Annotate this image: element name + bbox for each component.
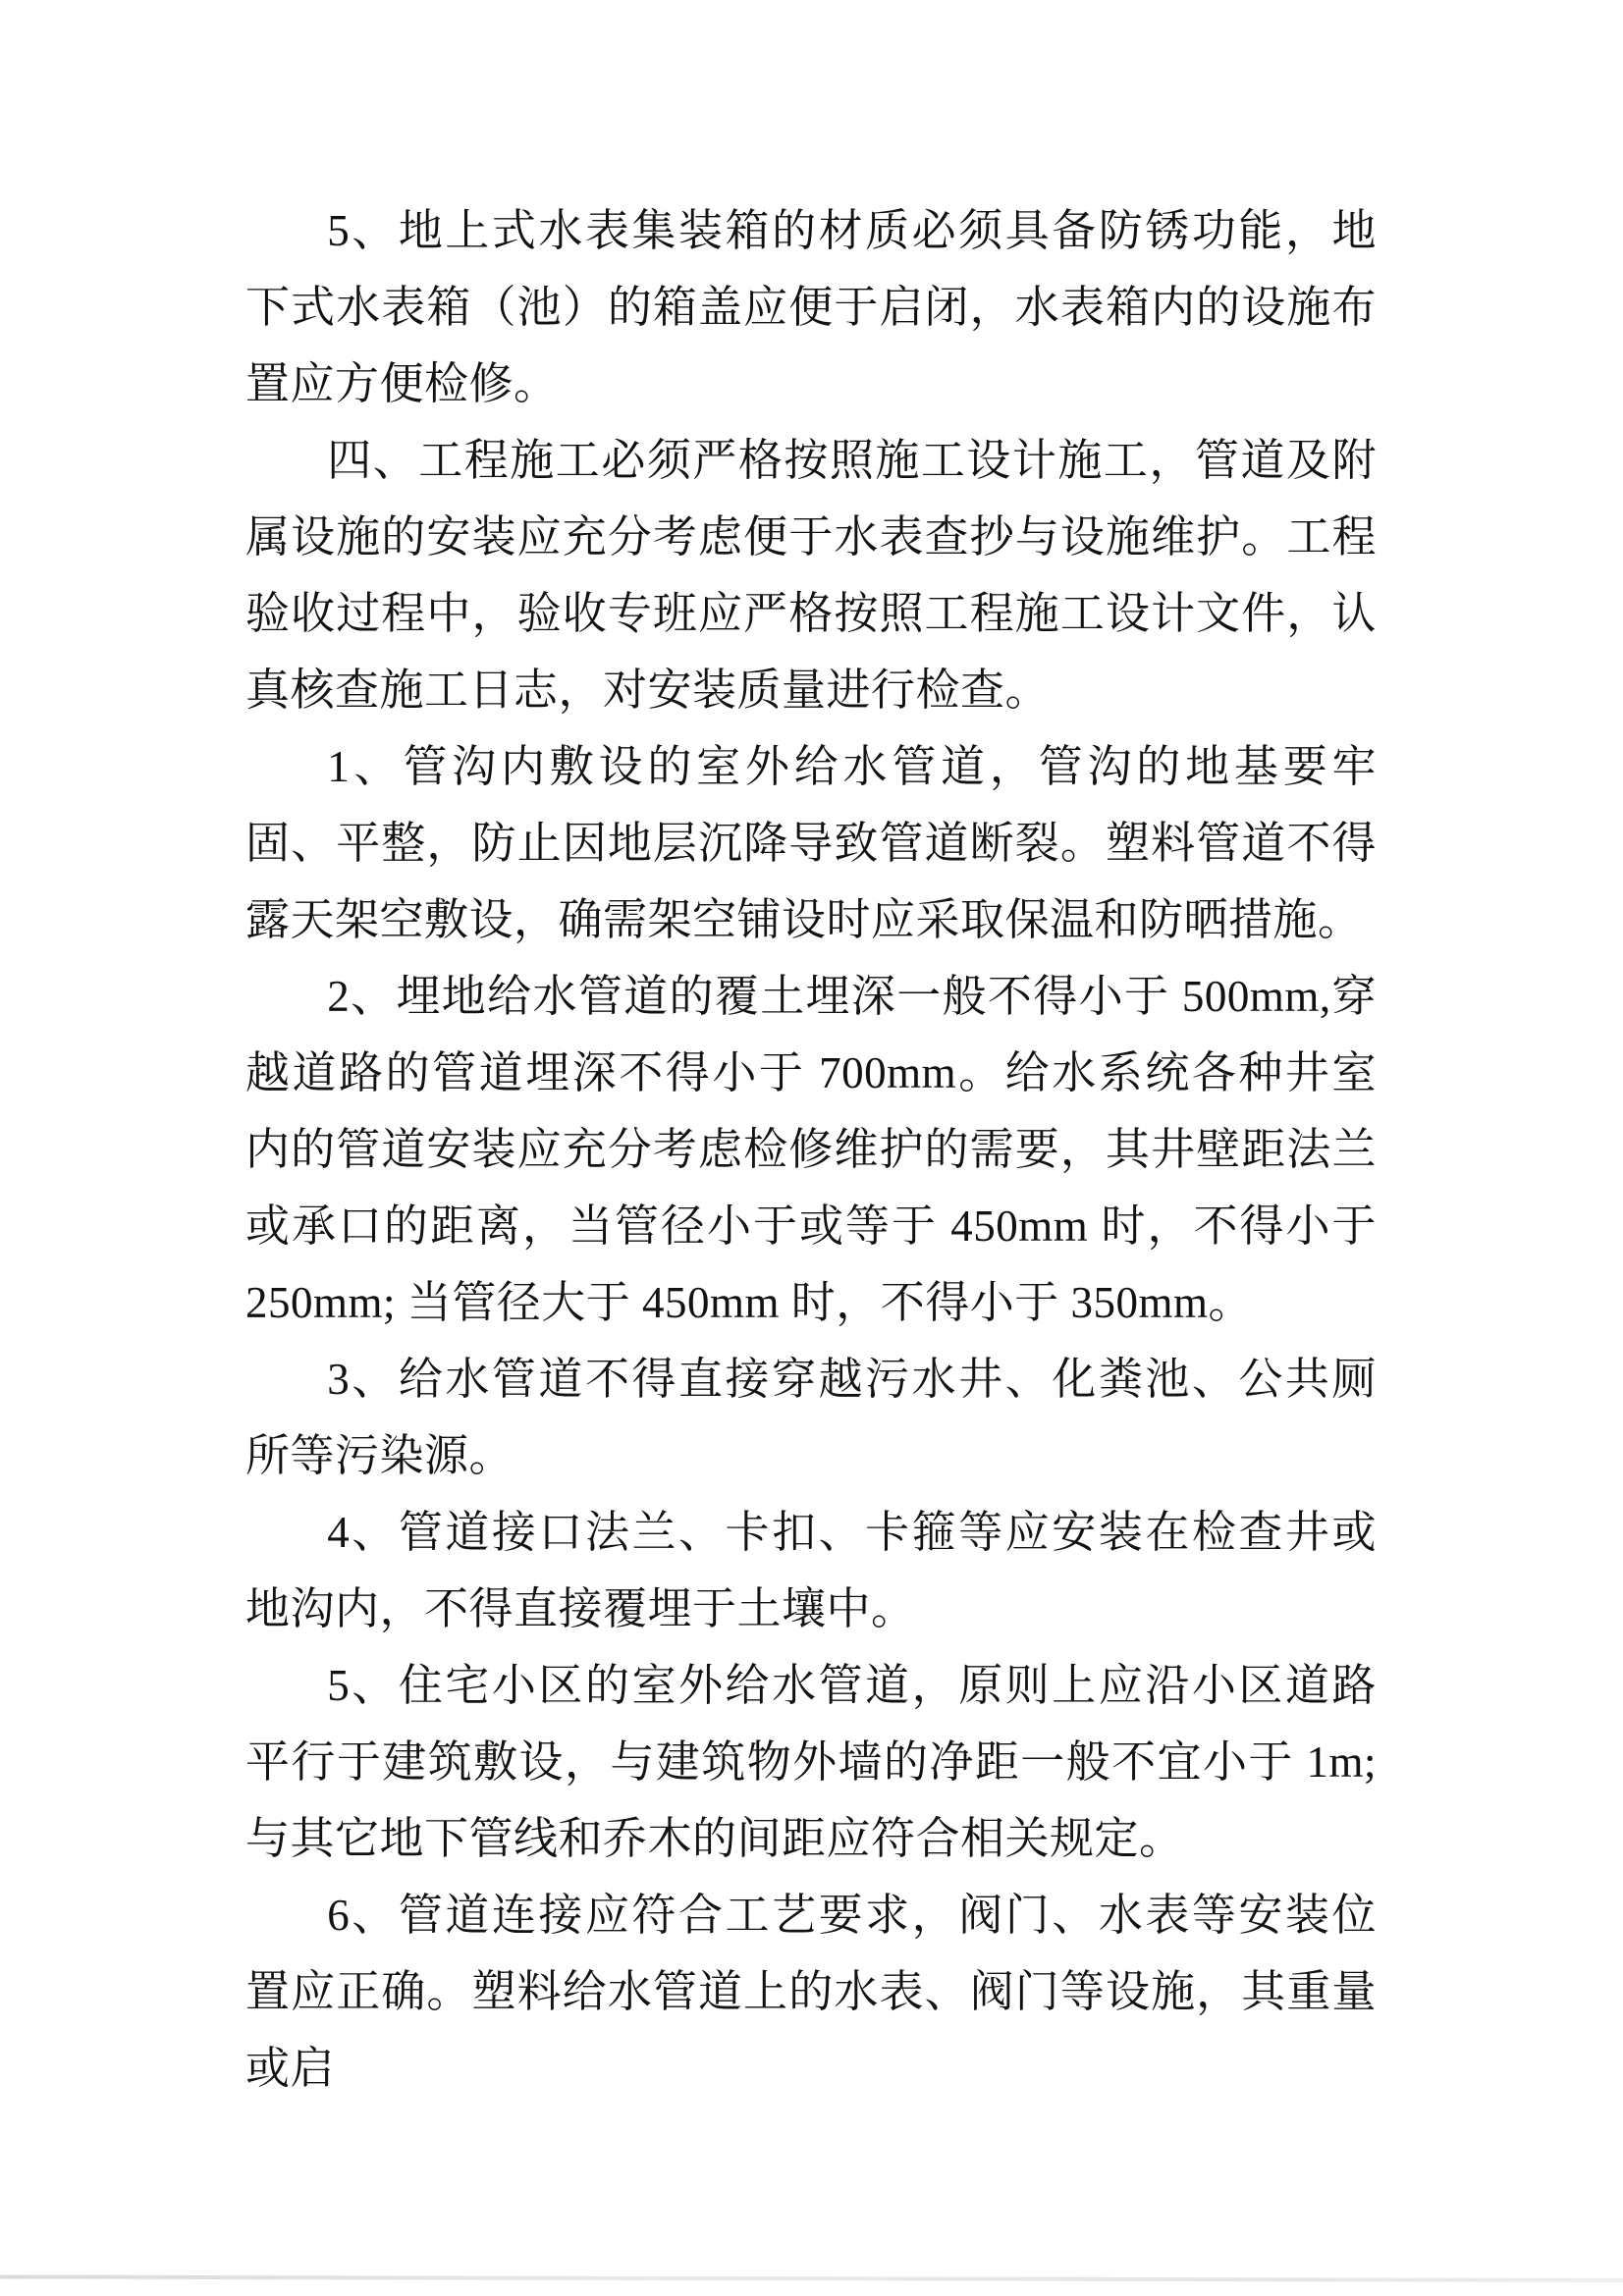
page-bottom-scan-edge xyxy=(0,2275,1623,2282)
paragraph-item-5-residential-pipes: 5、住宅小区的室外给水管道，原则上应沿小区道路平行于建筑敷设，与建筑物外墙的净距一般不宜小于 1m; 与其它地下管线和乔木的间距应符合相关规定。 xyxy=(245,1661,1377,1863)
paragraph-item-1-pipe-trench: 1、管沟内敷设的室外给水管道，管沟的地基要牢固、平整，防止因地层沉降导致管道断裂。塑料管道不得露天架空敷设，确需架空铺设时应采取保温和防晒措施。 xyxy=(245,742,1377,944)
paragraph-water-meter-box-rust: 5、地上式水表集装箱的材质必须具备防锈功能，地下式水表箱（池）的箱盖应便于启闭，水表箱内的设施布置应方便检修。 xyxy=(245,206,1377,408)
paragraph-item-4-pipe-joints: 4、管道接口法兰、卡扣、卡箍等应安装在检查井或地沟内，不得直接覆埋于土壤中。 xyxy=(245,1508,1377,1633)
document-body xyxy=(245,192,1377,2107)
paragraph-section-4-construction: 四、工程施工必须严格按照施工设计施工，管道及附属设施的安装应充分考虑便于水表查抄与设施维护。工程验收过程中，验收专班应严格按照工程施工设计文件，认真核查施工日志，对安装质量进行检查。 xyxy=(245,436,1377,715)
paragraph-item-2-burial-depth: 2、埋地给水管道的覆土埋深一般不得小于 500mm,穿越道路的管道埋深不得小于 700mm。给水系统各种井室内的管道安装应充分考虑检修维护的需要，其井壁距法兰或承口的距离，当管径小于或等于 450mm 时，不得小于 250mm; 当管径大于 450mm 时，不得小于 350mm。 xyxy=(245,972,1377,1327)
paragraph-item-3-pollution-sources: 3、给水管道不得直接穿越污水井、化粪池、公共厕所等污染源。 xyxy=(245,1355,1377,1480)
paragraph-item-6-pipe-connection: 6、管道连接应符合工艺要求，阀门、水表等安装位置应正确。塑料给水管道上的水表、阀门等设施，其重量或启 xyxy=(245,1891,1377,2093)
